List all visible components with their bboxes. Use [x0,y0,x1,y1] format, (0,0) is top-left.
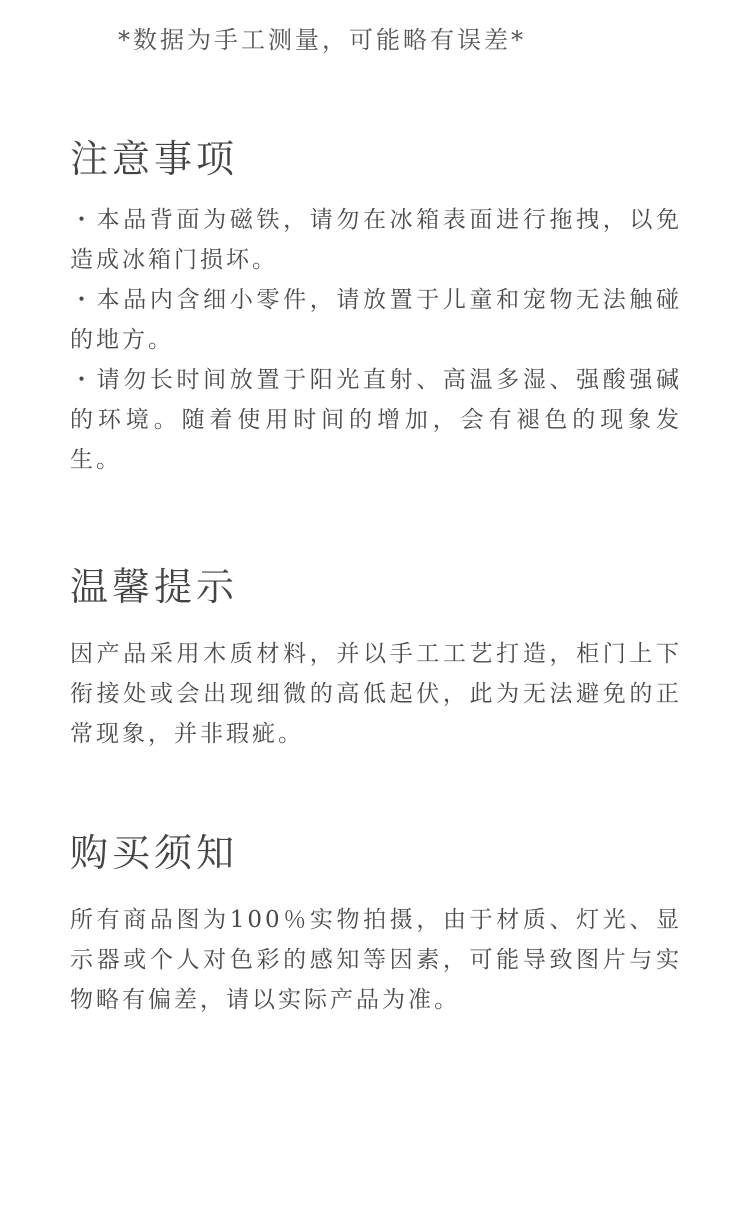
precautions-list [70,200,682,480]
section-title-purchase-notice: 购买须知 [70,831,239,875]
precaution-item: ・请勿长时间放置于阳光直射、高温多湿、强酸强碱的环境。随着使用时间的增加，会有褪色的现象发生。 [70,367,682,473]
tips-paragraph: 因产品采用木质材料，并以手工工艺打造，柜门上下衔接处或会出现细微的高低起伏，此为无法避免的正常现象，并非瑕疵。 [70,641,682,747]
precaution-item: ・本品内含细小零件，请放置于儿童和宠物无法触碰的地方。 [70,287,682,353]
purchase-notice-paragraph: 所有商品图为100％实物拍摄，由于材质、灯光、显示器或个人对色彩的感知等因素，可能导致图片与实物略有偏差，请以实际产品为准。 [70,907,682,1013]
section-purchase-notice [70,828,682,1020]
section-title-tips: 温馨提示 [70,565,239,609]
section-tips [70,562,682,754]
precaution-item: ・本品背面为磁铁，请勿在冰箱表面进行拖拽，以免造成冰箱门损坏。 [70,207,682,273]
measurement-note: *数据为手工测量，可能略有误差* [118,26,526,54]
section-title-precautions: 注意事项 [70,137,239,181]
section-precautions [70,134,682,480]
